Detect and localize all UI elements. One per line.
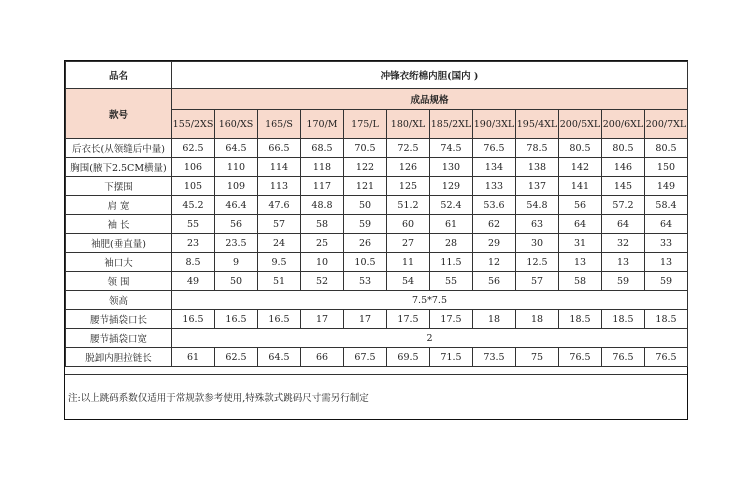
value-cell: 62.5 (215, 348, 258, 367)
value-cell: 118 (301, 158, 344, 177)
value-cell: 59 (602, 272, 645, 291)
value-cell: 64.5 (258, 348, 301, 367)
size-header-cell: 200/7XL (645, 110, 688, 139)
value-cell: 80.5 (602, 139, 645, 158)
value-cell: 76.5 (602, 348, 645, 367)
value-cell: 23 (172, 234, 215, 253)
measurement-label: 胸围(腋下2.5CM横量) (66, 158, 172, 177)
value-cell: 24 (258, 234, 301, 253)
value-cell: 61 (172, 348, 215, 367)
value-cell: 51.2 (387, 196, 430, 215)
value-cell: 78.5 (516, 139, 559, 158)
size-header-cell: 165/S (258, 110, 301, 139)
measurement-row (66, 253, 688, 272)
measurement-row (66, 329, 688, 348)
value-cell: 66 (301, 348, 344, 367)
value-cell: 64 (559, 215, 602, 234)
measurement-label: 肩 宽 (66, 196, 172, 215)
value-cell: 54 (387, 272, 430, 291)
value-cell: 64 (602, 215, 645, 234)
value-cell: 49 (172, 272, 215, 291)
size-header-cell: 160/XS (215, 110, 258, 139)
measurement-label: 领 围 (66, 272, 172, 291)
value-cell: 57 (516, 272, 559, 291)
size-chart-sheet (64, 60, 688, 420)
value-cell: 33 (645, 234, 688, 253)
value-cell: 30 (516, 234, 559, 253)
size-header-cell: 190/3XL (473, 110, 516, 139)
measurement-row (66, 177, 688, 196)
value-cell: 105 (172, 177, 215, 196)
value-cell: 13 (645, 253, 688, 272)
value-cell: 31 (559, 234, 602, 253)
value-cell: 28 (430, 234, 473, 253)
value-cell: 62 (473, 215, 516, 234)
value-cell: 59 (645, 272, 688, 291)
value-cell: 12.5 (516, 253, 559, 272)
value-cell: 48.8 (301, 196, 344, 215)
value-cell: 137 (516, 177, 559, 196)
size-header-cell: 200/5XL (559, 110, 602, 139)
value-cell: 8.5 (172, 253, 215, 272)
value-cell: 18 (473, 310, 516, 329)
value-cell: 63 (516, 215, 559, 234)
value-cell: 52.4 (430, 196, 473, 215)
size-header-cell: 175/L (344, 110, 387, 139)
value-cell: 117 (301, 177, 344, 196)
value-cell: 109 (215, 177, 258, 196)
measurement-label: 腰节插袋口宽 (66, 329, 172, 348)
value-cell: 149 (645, 177, 688, 196)
spec-label: 成品规格 (172, 89, 688, 110)
value-cell: 70.5 (344, 139, 387, 158)
measurement-label: 袖口大 (66, 253, 172, 272)
value-cell: 126 (387, 158, 430, 177)
value-cell: 141 (559, 177, 602, 196)
value-cell: 9.5 (258, 253, 301, 272)
value-cell: 130 (430, 158, 473, 177)
value-cell: 134 (473, 158, 516, 177)
value-cell: 110 (215, 158, 258, 177)
value-cell: 61 (430, 215, 473, 234)
measurement-row (66, 272, 688, 291)
value-cell: 55 (430, 272, 473, 291)
product-name: 冲锋衣绗棉内胆(国内 ) (172, 62, 688, 89)
value-cell: 80.5 (645, 139, 688, 158)
value-cell: 51 (258, 272, 301, 291)
value-cell: 10 (301, 253, 344, 272)
value-cell: 13 (559, 253, 602, 272)
value-cell: 150 (645, 158, 688, 177)
value-cell: 125 (387, 177, 430, 196)
value-cell: 16.5 (172, 310, 215, 329)
value-cell: 18.5 (559, 310, 602, 329)
value-cell: 11 (387, 253, 430, 272)
size-header-cell: 195/4XL (516, 110, 559, 139)
measurement-label: 脱卸内胆拉链长 (66, 348, 172, 367)
value-cell: 18 (516, 310, 559, 329)
value-cell: 46.4 (215, 196, 258, 215)
value-cell: 18.5 (645, 310, 688, 329)
value-cell: 11.5 (430, 253, 473, 272)
value-cell: 133 (473, 177, 516, 196)
value-cell: 50 (344, 196, 387, 215)
value-cell: 145 (602, 177, 645, 196)
value-cell: 47.6 (258, 196, 301, 215)
measurement-row (66, 234, 688, 253)
style-label: 款号 (66, 89, 172, 139)
size-chart-table (65, 61, 688, 367)
value-cell: 80.5 (559, 139, 602, 158)
size-header-cell: 170/M (301, 110, 344, 139)
value-cell: 76.5 (473, 139, 516, 158)
measurement-label: 后衣长(从领缝后中量) (66, 139, 172, 158)
value-cell: 114 (258, 158, 301, 177)
value-cell: 27 (387, 234, 430, 253)
value-cell: 58 (301, 215, 344, 234)
value-cell: 138 (516, 158, 559, 177)
footnote: 注:以上跳码系数仅适用于常规款参考使用,特殊款式跳码尺寸需另行制定 (65, 374, 687, 419)
merged-value-cell: 2 (172, 329, 688, 348)
measurement-label: 下摆围 (66, 177, 172, 196)
value-cell: 75 (516, 348, 559, 367)
value-cell: 62.5 (172, 139, 215, 158)
value-cell: 52 (301, 272, 344, 291)
value-cell: 71.5 (430, 348, 473, 367)
value-cell: 64.5 (215, 139, 258, 158)
value-cell: 76.5 (645, 348, 688, 367)
value-cell: 58.4 (645, 196, 688, 215)
measurement-label: 腰节插袋口长 (66, 310, 172, 329)
value-cell: 106 (172, 158, 215, 177)
value-cell: 16.5 (215, 310, 258, 329)
value-cell: 9 (215, 253, 258, 272)
value-cell: 32 (602, 234, 645, 253)
size-header-cell: 185/2XL (430, 110, 473, 139)
measurement-row (66, 196, 688, 215)
value-cell: 56 (559, 196, 602, 215)
value-cell: 17 (301, 310, 344, 329)
value-cell: 64 (645, 215, 688, 234)
value-cell: 58 (559, 272, 602, 291)
value-cell: 56 (215, 215, 258, 234)
value-cell: 56 (473, 272, 516, 291)
value-cell: 45.2 (172, 196, 215, 215)
value-cell: 146 (602, 158, 645, 177)
value-cell: 69.5 (387, 348, 430, 367)
value-cell: 25 (301, 234, 344, 253)
value-cell: 17.5 (387, 310, 430, 329)
value-cell: 17.5 (430, 310, 473, 329)
merged-value-cell: 7.5*7.5 (172, 291, 688, 310)
value-cell: 59 (344, 215, 387, 234)
value-cell: 16.5 (258, 310, 301, 329)
value-cell: 55 (172, 215, 215, 234)
size-header-cell: 180/XL (387, 110, 430, 139)
value-cell: 129 (430, 177, 473, 196)
measurement-row (66, 310, 688, 329)
value-cell: 76.5 (559, 348, 602, 367)
value-cell: 68.5 (301, 139, 344, 158)
size-header-cell: 200/6XL (602, 110, 645, 139)
value-cell: 29 (473, 234, 516, 253)
measurement-row (66, 158, 688, 177)
value-cell: 54.8 (516, 196, 559, 215)
value-cell: 10.5 (344, 253, 387, 272)
value-cell: 142 (559, 158, 602, 177)
value-cell: 74.5 (430, 139, 473, 158)
measurement-row (66, 139, 688, 158)
measurement-row (66, 215, 688, 234)
title-row (66, 62, 688, 89)
measurement-row (66, 348, 688, 367)
value-cell: 72.5 (387, 139, 430, 158)
size-header-cell: 155/2XS (172, 110, 215, 139)
measurement-label: 袖肥(垂直量) (66, 234, 172, 253)
value-cell: 12 (473, 253, 516, 272)
spec-header-row (66, 89, 688, 110)
value-cell: 122 (344, 158, 387, 177)
value-cell: 57.2 (602, 196, 645, 215)
value-cell: 66.5 (258, 139, 301, 158)
value-cell: 53.6 (473, 196, 516, 215)
value-cell: 57 (258, 215, 301, 234)
value-cell: 26 (344, 234, 387, 253)
value-cell: 18.5 (602, 310, 645, 329)
value-cell: 13 (602, 253, 645, 272)
value-cell: 67.5 (344, 348, 387, 367)
value-cell: 73.5 (473, 348, 516, 367)
value-cell: 53 (344, 272, 387, 291)
value-cell: 50 (215, 272, 258, 291)
measurement-label: 袖 长 (66, 215, 172, 234)
product-label: 品名 (66, 62, 172, 89)
value-cell: 113 (258, 177, 301, 196)
value-cell: 121 (344, 177, 387, 196)
value-cell: 17 (344, 310, 387, 329)
value-cell: 60 (387, 215, 430, 234)
value-cell: 23.5 (215, 234, 258, 253)
measurement-row (66, 291, 688, 310)
measurement-label: 领高 (66, 291, 172, 310)
